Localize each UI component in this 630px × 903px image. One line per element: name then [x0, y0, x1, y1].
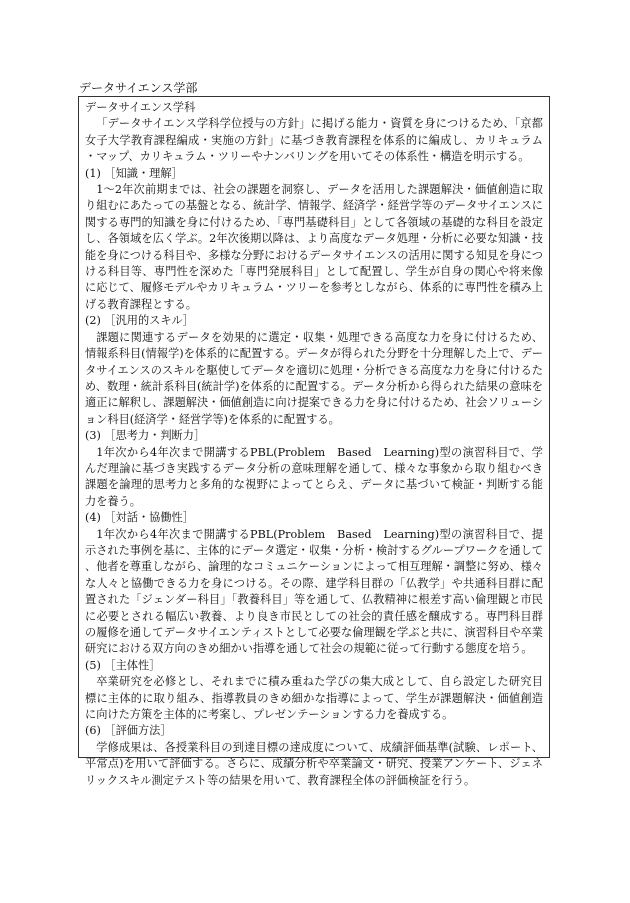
faculty-title: データサイエンス学部	[79, 81, 198, 95]
section-heading-independence: (5) ［主体性］	[85, 658, 161, 672]
section-body-independence: 卒業研究を必修とし、それまでに積み重ねた学びの集大成として、自ら設定した研究目標に主体的に取り組み、指導教員のきめ細かな指導によって、学生が課題解決・価値創造に向けた方策を主体的に考案し、プレゼンテーションする力を養成する。	[85, 675, 543, 722]
section-heading-dialogue-collaboration: (4) ［対話・協働性］	[85, 511, 194, 525]
department-name: データサイエンス学科	[85, 101, 196, 114]
section-heading-thinking-judgment: (3) ［思考力・判断力］	[85, 429, 206, 443]
section-body-knowledge: 1～2年次前期までは、社会の課題を洞察し、データを活用した課題解決・価値創造に取り組むにあたっての基盤となる、統計学、情報学、経済学・経営学等のデータサイエンスに関する専門的知識を身に付けるため、「専門基礎科目」として各領域の基礎的な科目を設定し、各領域を広く学ぶ。2年次後期以降は、より高度なデータ処理・分析に必要な知識・技能を身につける科目や、多様な分野におけるデータサイエンスの活用に関する知見を身につける科目等、専門性を深めた「専門発展科目」として配置し、学生が自身の関心や将来像に応じて、履修モデルやカリキュラム・ツリーを参考としながら、体系的に専門性を積み上げる教育課程とする。	[85, 183, 543, 311]
section-heading-generic-skills: (2) ［汎用的スキル］	[85, 314, 194, 328]
section-body-generic-skills: 課題に関連するデータを効果的に選定・収集・処理できる高度な力を身に付けるため、情報系科目(情報学)を体系的に配置する。データが得られた分野を十分理解した上で、データサイエンスのスキルを駆使してデータを適切に処理・分析できる高度な力を身に付けるため、数理・統計系科目(統計学)を体系的に配置する。データ分析から得られた結果の意味を適正に解釈し、課題解決・価値創造に向け提案できる力を身に付けるため、社会ソリューション科目(経済学・経営学等)を体系的に配置する。	[85, 330, 543, 426]
section-heading-evaluation-method: (6) ［評価方法］	[85, 724, 172, 738]
section-body-thinking-judgment: 1年次から4年次まで開講するPBL(Problem Based Learning)型の演習科目で、学んだ理論に基づき実践するデータ分析の意味理解を通して、様々な事象から取り組むべき課題を論理的思考力と多角的な視野によってとらえ、データに基づいて検証・判断する能力を養う。	[85, 445, 543, 508]
section-body-evaluation-method: 学修成果は、各授業科目の到達目標の達成度について、成績評価基準(試験、レポート、平常点)を用いて評価する。さらに、成績分析や卒業論文・研究、授業アンケート、ジェネリックスキル測定テスト等の結果を用いて、教育課程全体の評価検証を行う。	[85, 740, 543, 787]
section-body-dialogue-collaboration: 1年次から4年次まで開講するPBL(Problem Based Learning)型の演習科目で、提示された事例を基に、主体的にデータ選定・収集・分析・検討するグループワークを通して、他者を尊重しながら、論理的なコミュニケーションによって相互理解・調整に努め、様々な人々と協働できる力を身につける。その際、建学科目群の「仏教学」や共通科目群に配置された「ジェンダー科目」「教養科目」等を通して、仏教精神に根差す高い倫理観と市民に必要とされる幅広い教養、より良き市民としての社会的責任感を醸成する。専門科目群の履修を通してデータサイエンティストとして必要な倫理観を学ぶと共に、演習科目や卒業研究における双方向のきめ細かい指導を通して社会の規範に従って行動する態度を培う。	[85, 527, 543, 656]
intro-paragraph: 「データサイエンス学科学位授与の方針」に掲げる能力・資質を身につけるため、「京都女子大学教育課程編成・実施の方針」に基づき教育課程を体系的に編成し、カリキュラム・マップ、カリキュラム・ツリーやナンバリングを用いてその体系性・構造を明示する。	[85, 117, 543, 164]
curriculum-policy-box	[78, 96, 550, 787]
section-heading-knowledge: (1) ［知識・理解］	[85, 166, 183, 180]
